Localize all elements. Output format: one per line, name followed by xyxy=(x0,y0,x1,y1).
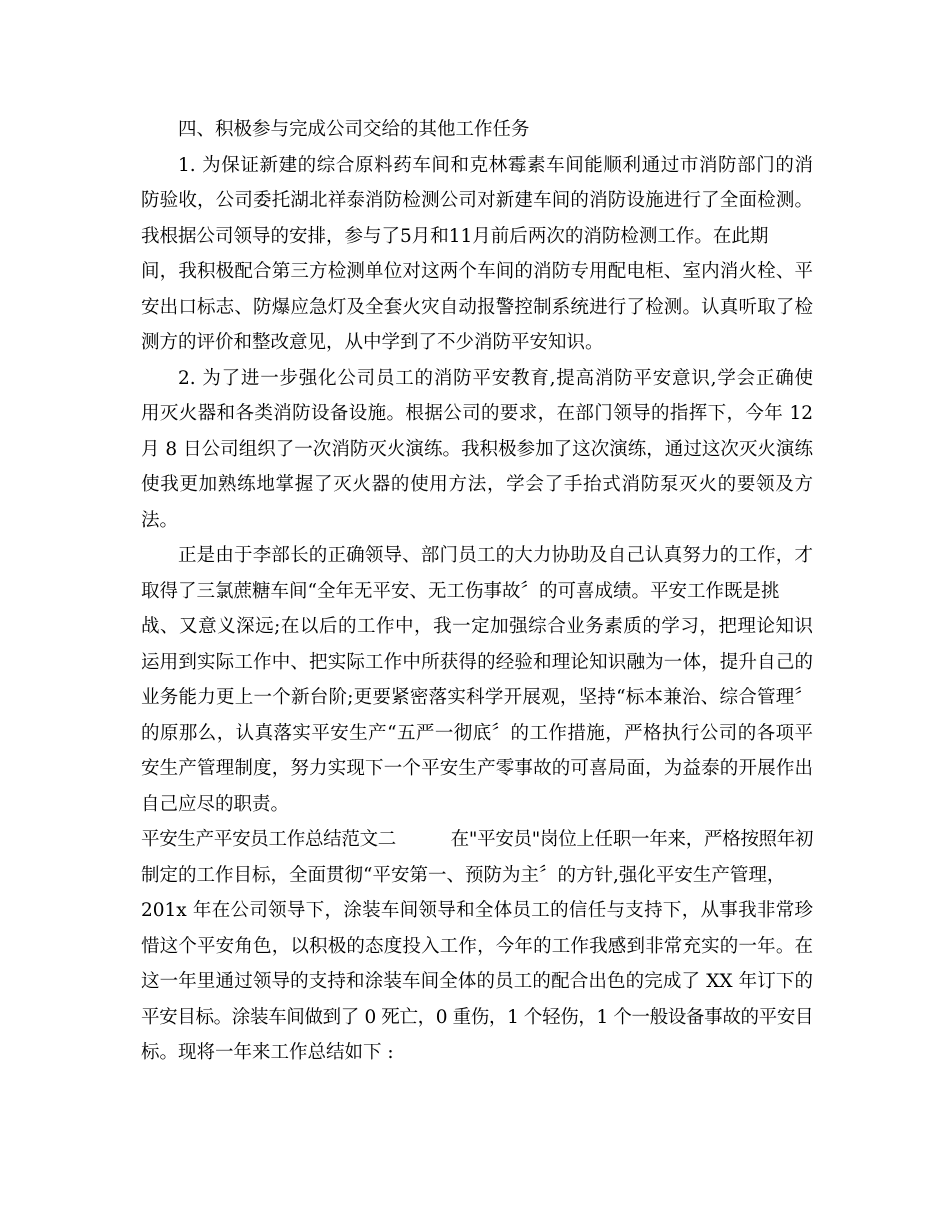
text-line: 取得了三氯蔗糖车间“全年无平安、无工伤事故〞的可喜成绩。平安工作既是挑 xyxy=(141,580,780,602)
text-line: 我根据公司领导的安排，参与了5月和11月前后两次的消防检测工作。在此期 xyxy=(141,225,769,247)
text-line: 正是由于李部长的正确领导、部门员工的大力协助及自己认真努力的工作，才 xyxy=(178,545,813,566)
text-line: 防验收，公司委托湖北祥泰消防检测公司对新建车间的消防设施进行了全面检测。 xyxy=(141,190,813,211)
text-line: 间，我积极配合第三方检测单位对这两个车间的消防专用配电柜、室内消火栓、平 xyxy=(141,261,813,282)
text-line: 平安生产平安员工作总结范文二 在"平安员"岗位上任职一年来，严格按照年初 xyxy=(141,829,813,850)
text-line: 制定的工作目标，全面贯彻“平安第一、预防为主〞的方针,强化平安生产管理， xyxy=(141,864,786,886)
text-line: 安出口标志、防爆应急灯及全套火灾自动报警控制系统进行了检测。认真听取了检 xyxy=(141,296,813,318)
text-line: 业务能力更上一个新台阶;更要紧密落实科学开展观，坚持“标本兼治、综合管理〞 xyxy=(141,687,813,708)
text-line: 201x 年在公司领导下，涂装车间领导和全体员工的信任与支持下，从事我非常珍 xyxy=(141,900,813,921)
text-line: 标。现将一年来工作总结如下 : xyxy=(141,1042,394,1063)
text-line: 测方的评价和整改意见，从中学到了不少消防平安知识。 xyxy=(141,332,604,353)
document-body xyxy=(141,112,813,1071)
text-line: 法。 xyxy=(141,509,179,531)
text-line: 战、又意义深远;在以后的工作中，我一定加强综合业务素质的学习，把理论知识 xyxy=(141,616,813,637)
text-line: 2. 为了进一步强化公司员工的消防平安教育,提高消防平安意识,学会正确使 xyxy=(178,367,813,389)
text-line: 使我更加熟练地掌握了灭火器的使用方法，学会了手抬式消防泵灭火的要领及方 xyxy=(141,474,813,495)
text-line: 安生产管理制度，努力实现下一个平安生产零事故的可喜局面，为益泰的开展作出 xyxy=(141,758,813,779)
text-line: 月 8 日公司组织了一次消防灭火演练。我积极参加了这次演练，通过这次灭火演练 xyxy=(141,438,813,460)
text-line: 自己应尽的职责。 xyxy=(141,793,290,815)
text-line: 的原那么，认真落实平安生产“五严一彻底〞的工作措施，严格执行公司的各项平 xyxy=(141,722,813,744)
text-line: 四、积极参与完成公司交给的其他工作任务 xyxy=(178,119,530,140)
text-line: 运用到实际工作中、把实际工作中所获得的经验和理论知识融为一体，提升自己的 xyxy=(141,651,813,673)
text-line: 用灭火器和各类消防设备设施。根据公司的要求，在部门领导的指挥下，今年 12 xyxy=(141,403,813,424)
text-line: 惜这个平安角色，以积极的态度投入工作，今年的工作我感到非常充实的一年。在 xyxy=(141,935,813,957)
text-line: 这一年里通过领导的支持和涂装车间全体的员工的配合出色的完成了 XX 年订下的 xyxy=(141,971,813,992)
text-line: 1. 为保证新建的综合原料药车间和克林霉素车间能顺利通过市消防部门的消 xyxy=(178,154,813,176)
text-line: 平安目标。涂装车间做到了 0 死亡，0 重伤，1 个轻伤，1 个一般设备事故的平安目 xyxy=(141,1006,813,1028)
